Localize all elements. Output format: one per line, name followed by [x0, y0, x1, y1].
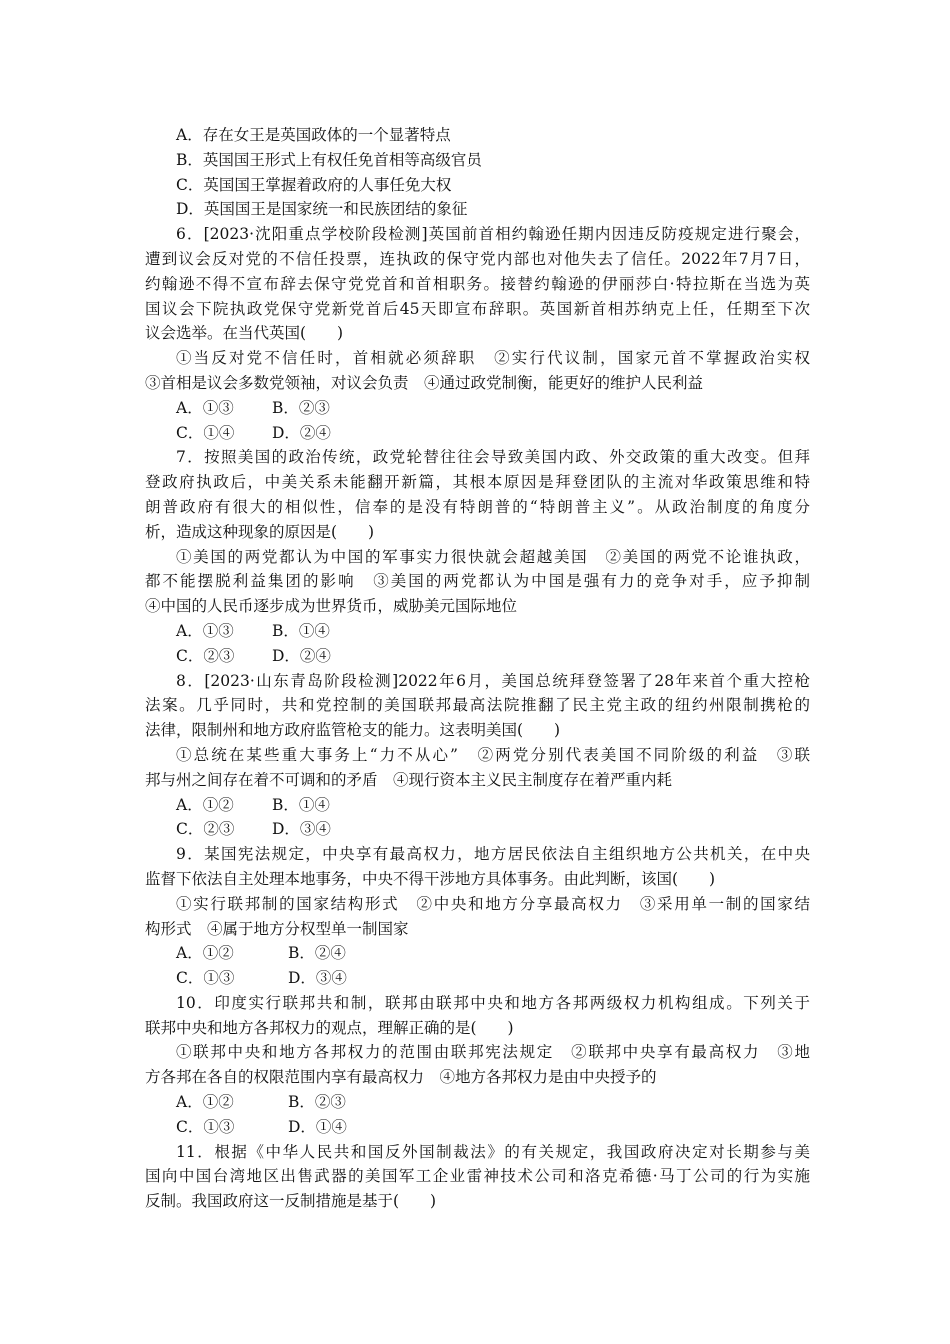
q8-item-line: ①总统在某些重大事务上“力不从心” ②两党分别代表美国不同阶级的利益 ③联	[176, 745, 810, 764]
question-content	[145, 123, 810, 1214]
q9-option-a: A．①②	[176, 944, 234, 963]
q7-stem-line: 登政府执政后，中美关系未能翻开新篇，其根本原因是拜登团队的主流对华政策思维和特	[145, 473, 810, 492]
q8-stem-line: 8．[2023·山东青岛阶段检测]2022年6月，美国总统拜登签署了28年来首个重大控枪	[176, 671, 810, 690]
q10-option-a: A．①②	[176, 1093, 234, 1112]
q6-item-line: ①当反对党不信任时，首相就必须辞职 ②实行代议制，国家元首不掌握政治实权	[176, 349, 810, 368]
q6-stem-line: 议会选举。在当代英国( )	[145, 324, 344, 343]
q6-item-line: ③首相是议会多数党领袖，对议会负责 ④通过政党制衡，能更好的维护人民利益	[145, 373, 704, 392]
q8-option-d: D．③④	[272, 820, 331, 839]
q6-options-row	[145, 421, 810, 446]
q5-option-b: B．英国国王形式上有权任免首相等高级官员	[176, 150, 482, 169]
q7-option-b: B．①④	[272, 621, 330, 640]
q6-option-b: B．②③	[272, 398, 330, 417]
q10-options-row	[145, 1090, 810, 1115]
q10-options-row	[145, 1115, 810, 1140]
q8-options-row	[145, 817, 810, 842]
q6-option-c: C．①④	[176, 423, 235, 442]
q8-item-line: 邦与州之间存在着不可调和的矛盾 ④现行资本主义民主制度存在着严重内耗	[145, 770, 673, 789]
q10-stem-line: 10．印度实行联邦共和制，联邦由联邦中央和地方各邦两级权力机构组成。下列关于	[176, 993, 810, 1012]
q8-stem-line: 法律，限制州和地方政府监管枪支的能力。这表明美国( )	[145, 721, 561, 740]
q7-item-line: 都不能摆脱利益集团的影响 ③美国的两党都认为中国是强有力的竞争对手，应予抑制	[145, 572, 810, 591]
q11-stem-line: 国向中国台湾地区出售武器的美国军工企业雷神技术公司和洛克希德·马丁公司的行为实施	[145, 1167, 810, 1186]
q11-stem-line: 11．根据《中华人民共和国反外国制裁法》的有关规定，我国政府决定对长期参与美	[176, 1142, 810, 1161]
q7-options-row	[145, 644, 810, 669]
q9-options-row	[145, 941, 810, 966]
q5-option-c: C．英国国王掌握着政府的人事任免大权	[176, 175, 452, 194]
q8-option-a: A．①②	[176, 795, 234, 814]
q8-options-row	[145, 793, 810, 818]
q7-stem-line: 析，造成这种现象的原因是( )	[145, 522, 375, 541]
q9-option-c: C．①③	[176, 969, 235, 988]
q9-option-d: D．③④	[288, 969, 347, 988]
q9-option-b: B．②④	[288, 944, 346, 963]
q7-item-line: ①美国的两党都认为中国的军事实力很快就会超越美国 ②美国的两党不论谁执政，	[176, 547, 810, 566]
q9-item-line: ①实行联邦制的国家结构形式 ②中央和地方分享最高权力 ③采用单一制的国家结	[176, 894, 810, 913]
q6-stem-line: 遭到议会反对党的不信任投票，连执政的保守党内部也对他失去了信任。2022年7月7日，	[145, 249, 810, 268]
q7-option-c: C．②③	[176, 646, 235, 665]
q7-stem-line: 7．按照美国的政治传统，政党轮替往往会导致美国内政、外交政策的重大改变。但拜	[176, 448, 810, 467]
q7-option-a: A．①③	[176, 621, 234, 640]
q6-options-row	[145, 396, 810, 421]
q7-option-d: D．②④	[272, 646, 331, 665]
q8-stem-line: 法案。几乎同时，共和党控制的美国联邦最高法院推翻了民主党主政的纽约州限制携枪的	[145, 696, 810, 715]
q10-option-d: D．①④	[288, 1117, 347, 1136]
q10-option-c: C．①③	[176, 1117, 235, 1136]
q11-stem-line: 反制。我国政府这一反制措施是基于( )	[145, 1192, 437, 1211]
q6-option-d: D．②④	[272, 423, 331, 442]
q7-options-row	[145, 619, 810, 644]
q8-option-b: B．①④	[272, 795, 330, 814]
q5-option-a: A．存在女王是英国政体的一个显著特点	[176, 126, 451, 144]
q10-item-line: ①联邦中央和地方各邦权力的范围由联邦宪法规定 ②联邦中央享有最高权力 ③地	[176, 1043, 810, 1062]
q10-stem-line: 联邦中央和地方各邦权力的观点，理解正确的是( )	[145, 1018, 514, 1037]
q6-stem-line: 国议会下院执政党保守党新党首后45天即宣布辞职。英国新首相苏纳克上任，任期至下次	[145, 299, 810, 318]
q9-item-line: 构形式 ④属于地方分权型单一制国家	[145, 919, 409, 938]
q10-item-line: 方各邦在各自的权限范围内享有最高权力 ④地方各邦权力是由中央授予的	[145, 1068, 657, 1087]
q5-option-d: D．英国国王是国家统一和民族团结的象征	[176, 200, 468, 219]
q9-options-row	[145, 966, 810, 991]
q10-option-b: B．②③	[288, 1093, 346, 1112]
q6-option-a: A．①③	[176, 398, 234, 417]
q7-item-line: ④中国的人民币逐步成为世界货币，威胁美元国际地位	[145, 597, 518, 616]
q8-option-c: C．②③	[176, 820, 235, 839]
q9-stem-line: 监督下依法自主处理本地事务，中央不得干涉地方具体事务。由此判断，该国( )	[145, 869, 716, 888]
q6-stem-line: 6．[2023·沈阳重点学校阶段检测]英国前首相约翰逊任期内因违反防疫规定进行聚会，	[176, 225, 810, 244]
q7-stem-line: 朗普政府有很大的相似性，信奉的是没有特朗普的“特朗普主义”。从政治制度的角度分	[145, 497, 810, 516]
q9-stem-line: 9．某国宪法规定，中央享有最高权力，地方居民依法自主组织地方公共机关，在中央	[176, 845, 810, 864]
q6-stem-line: 约翰逊不得不宣布辞去保守党党首和首相职务。接替约翰逊的伊丽莎白·特拉斯在当选为英	[145, 274, 810, 293]
